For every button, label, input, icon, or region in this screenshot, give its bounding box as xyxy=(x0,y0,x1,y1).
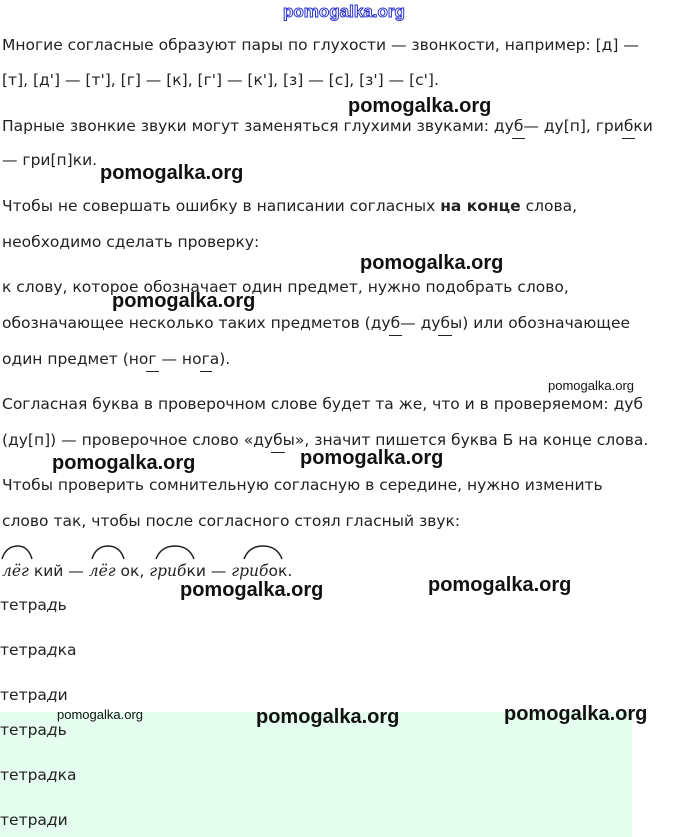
paragraph-2-line-2: — гри[п]ки. xyxy=(2,151,98,169)
paragraph-3-line-2: необходимо сделать проверку: xyxy=(2,233,260,251)
answer-highlight xyxy=(0,712,632,837)
watermark: pomogalka.org xyxy=(548,378,634,393)
watermark: pomogalka.org xyxy=(348,95,492,117)
bold-at-end: на конце xyxy=(440,197,521,215)
paragraph-6-line-2: слово так, чтобы после согласного стоял гласный звук: xyxy=(2,512,461,530)
answer-line: тетрадь xyxy=(0,721,67,739)
answer-line: тетради xyxy=(0,811,68,829)
site-watermark-top: pomogalka.org xyxy=(283,2,405,21)
paragraph-5-line-2: (ду[п]) — проверочное слово «дубы», значит пишется буква Б на конце слова. xyxy=(2,431,649,449)
answer-line: тетради xyxy=(0,686,68,704)
paragraph-3-line-1: Чтобы не совершать ошибку в написании согласных на конце слова, xyxy=(2,197,578,215)
paragraph-4-line-2: обозначающее несколько таких предметов (дуб— дубы) или обозначающее xyxy=(2,314,631,332)
paragraph-4-line-3: один предмет (ног — нога). xyxy=(2,350,231,368)
paragraph-2-line-1: Парные звонкие звуки могут заменяться глухими звуками: дуб— ду[п], грибки xyxy=(2,117,653,135)
watermark: pomogalka.org xyxy=(180,579,324,601)
watermark: pomogalka.org xyxy=(112,290,256,312)
answer-line: тетрадка xyxy=(0,766,77,784)
watermark: pomogalka.org xyxy=(256,706,400,728)
watermark: pomogalka.org xyxy=(504,703,648,725)
root-arcs xyxy=(0,542,320,562)
paragraph-1-line-1: Многие согласные образуют пары по глухости — звонкости, например: [д] — xyxy=(2,36,639,54)
paragraph-6-line-1: Чтобы проверить сомнительную согласную в середине, нужно изменить xyxy=(2,476,603,494)
answer-line: тетрадь xyxy=(0,596,67,614)
watermark: pomogalka.org xyxy=(57,707,143,722)
paragraph-1-line-2: [т], [д'] — [т'], [г] — [к], [г'] — [к'], [з] — [с], [з'] — [с']. xyxy=(2,71,439,89)
answer-line: тетрадка xyxy=(0,641,77,659)
watermark: pomogalka.org xyxy=(300,447,444,469)
watermark: pomogalka.org xyxy=(100,162,244,184)
morphology-examples: лёг кий — лёг ок, грибки — грибок. xyxy=(2,562,293,580)
watermark: pomogalka.org xyxy=(52,452,196,474)
paragraph-4-line-1: к слову, которое обозначает один предмет, нужно подобрать слово, xyxy=(2,278,569,296)
paragraph-5-line-1: Согласная буква в проверочном слове будет та же, что и в проверяемом: дуб xyxy=(2,395,644,413)
watermark: pomogalka.org xyxy=(360,252,504,274)
watermark: pomogalka.org xyxy=(428,574,572,596)
